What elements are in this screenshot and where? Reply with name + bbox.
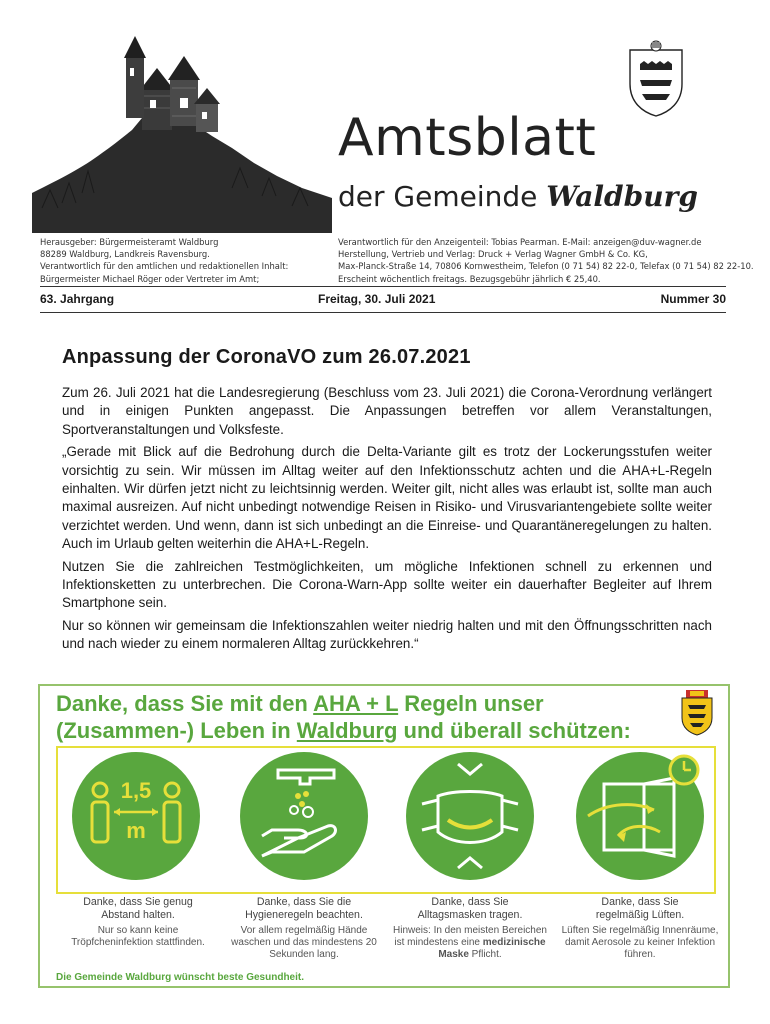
aha-title-highlight: Waldburg	[296, 718, 398, 743]
distance-unit: m	[126, 818, 146, 843]
caption-heading: Danke, dass Sie genug	[83, 896, 193, 908]
ventilation-icon	[574, 750, 706, 882]
caption-heading: Hygieneregeln beachten.	[245, 909, 363, 921]
caption-heading: Danke, dass Sie	[431, 896, 509, 908]
article-body	[62, 384, 712, 658]
aha-footer: Die Gemeinde Waldburg wünscht beste Gesundheit.	[56, 972, 304, 983]
imprint-publishing	[338, 236, 754, 285]
article-headline: Anpassung der CoronaVO zum 26.07.2021	[62, 346, 471, 368]
mask-icon	[404, 750, 536, 882]
aha-rules-box	[38, 684, 730, 988]
masthead-subtitle	[338, 180, 698, 213]
imprint-line: Verantwortlich für den amtlichen und redaktionellen Inhalt:	[40, 261, 289, 272]
subtitle-town: Waldburg	[546, 180, 698, 213]
caption-detail-emphasis: medizinische Maske	[438, 937, 546, 961]
caption-heading: Danke, dass Sie	[601, 896, 679, 908]
caption-detail: Vor allem regelmäßig Hände waschen und das mindestens 20 Sekunden lang.	[231, 925, 377, 961]
caption-detail: Lüften Sie regelmäßig Innenräume, damit Aerosole zu keiner Infektion führen.	[561, 925, 719, 961]
caption-detail-text: Pflicht.	[468, 949, 502, 961]
subtitle-prefix: der Gemeinde	[338, 180, 547, 213]
caption-heading: Alltagsmasken tragen.	[417, 909, 523, 921]
imprint-line: 88289 Waldburg, Landkreis Ravensburg.	[40, 249, 210, 260]
castle-illustration	[32, 18, 332, 233]
handwash-icon	[238, 750, 370, 882]
caption-distance	[58, 896, 218, 949]
imprint-line: Max-Planck-Straße 14, 70806 Kornwestheim, Telefon (0 71 54) 82 22-0, Telefax (0 71 54) 82 22-10.	[338, 261, 754, 272]
volume-label: 63. Jahrgang	[40, 292, 115, 306]
issue-date: Freitag, 30. Juli 2021	[318, 292, 436, 306]
imprint-line: Erscheint wöchentlich freitags. Bezugsgebühr jährlich € 25,40.	[338, 273, 601, 284]
aha-title-highlight: AHA + L	[313, 691, 399, 716]
aha-title-text: (Zusammen-) Leben in	[56, 718, 297, 743]
article-paragraph: Zum 26. Juli 2021 hat die Landesregierung (Beschluss vom 23. Juli 2021) die Corona-Verordnung verlängert und in einigen Punkten angepasst. Die Anpassungen betreffen vor allem Veranstaltungen, Sportveranstaltungen und Volksfeste.	[62, 385, 712, 437]
caption-detail-text: Hinweis: In den meisten Bereichen ist mindestens eine	[393, 925, 547, 949]
caption-detail	[390, 925, 550, 962]
aha-title-text: und überall schützen:	[397, 718, 631, 743]
article-paragraph: Nur so können wir gemeinsam die Infektionszahlen weiter niedrig halten und mit den Öffnungsschritten nach und nach wieder zu einem normaleren Alltag zurückkehren.“	[62, 617, 712, 652]
imprint-line: Bürgermeister Michael Röger oder Vertreter im Amt;	[40, 273, 260, 284]
caption-heading: Danke, dass Sie die	[256, 896, 352, 908]
aha-title	[56, 690, 631, 744]
aha-title-text: Danke, dass Sie mit den	[56, 691, 314, 716]
divider	[40, 286, 726, 287]
imprint-line: Herstellung, Vertrieb und Verlag: Druck + Verlag Wagner GmbH & Co. KG,	[338, 249, 648, 260]
caption-mask	[390, 896, 550, 962]
caption-ventilation	[560, 896, 720, 962]
caption-detail: Nur so kann keine Tröpfcheninfektion stattfinden.	[71, 925, 205, 949]
caption-hygiene	[224, 896, 384, 962]
aha-title-text: Regeln unser	[398, 691, 544, 716]
article-paragraph: Nutzen Sie die zahlreichen Testmöglichkeiten, um mögliche Infektionen schnell zu erkennen und Infektionsketten zu unterbrechen. Die Corona-Warn-App sollte weiter ein dauerhafter Begleiter auf Ihrem Smartphone sein.	[62, 558, 712, 611]
imprint-line: Verantwortlich für den Anzeigenteil: Tobias Pearman. E-Mail: anzeigen@duv-wagner.de	[338, 237, 702, 247]
coat-of-arms-color-icon	[680, 690, 714, 736]
imprint-line: Herausgeber: Bürgermeisteramt Waldburg	[40, 237, 219, 247]
imprint-publisher	[40, 236, 288, 285]
caption-heading: Abstand halten.	[101, 909, 175, 921]
distance-icon	[70, 750, 202, 882]
article-paragraph: „Gerade mit Blick auf die Bedrohung durch die Delta-Variante gilt es trotz der Lockerungsstufen weiter vorsichtig zu sein. Wir müssen im Alltag weiter auf den Infektionsschutz achten und die AHA+L-Regeln einhalten. Wir dürfen jetzt nicht zu leichtsinnig werden. Weiter gilt, nicht alles was erlaubt ist, sollte man auch maximal ausreizen. Auf nicht unbedingt notwendige Reisen in Risiko- und Virusvariantengebiete sollte weiter verzichtet werden. Und wenn, dann ist sich unbedingt an die Einreise- und Quarantäneregelungen zu halten. Auch im Urlaub gelten weiterhin die AHA+L-Regeln.	[62, 444, 712, 552]
issue-number: Nummer 30	[660, 292, 726, 306]
caption-heading: regelmäßig Lüften.	[595, 909, 685, 921]
distance-value: 1,5	[120, 778, 152, 803]
divider	[40, 312, 726, 313]
masthead-title: Amtsblatt	[338, 108, 597, 168]
coat-of-arms-icon	[626, 40, 686, 118]
